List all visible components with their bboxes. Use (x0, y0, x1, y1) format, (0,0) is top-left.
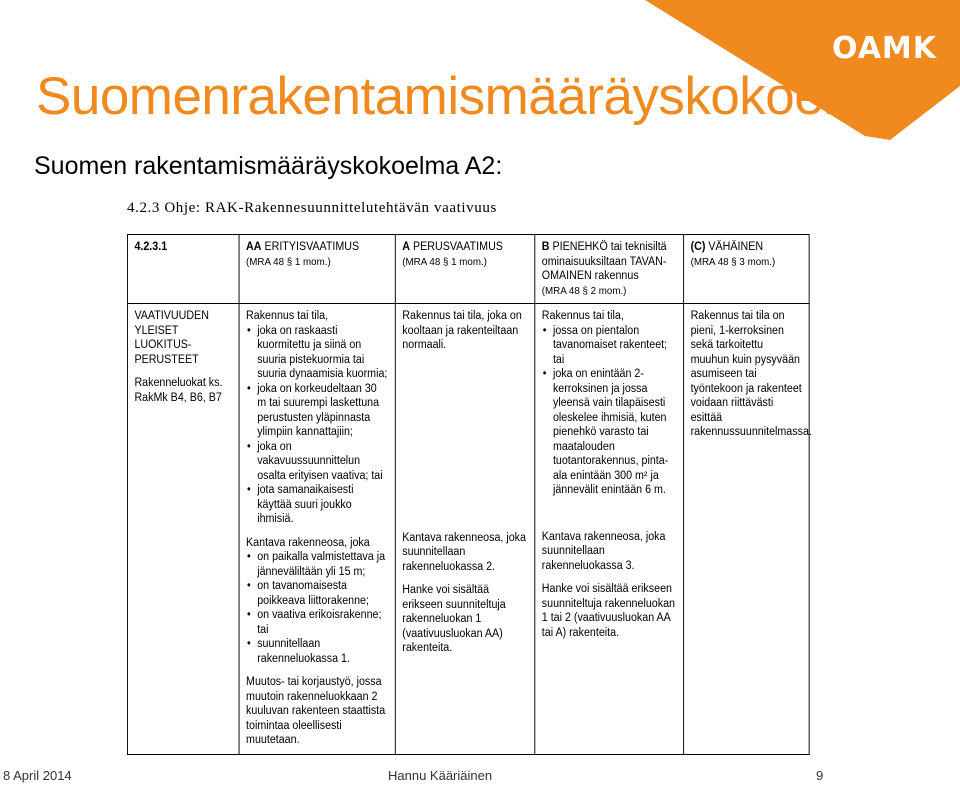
aa-list-2 (246, 550, 388, 666)
aa-list-1 (246, 324, 388, 527)
b-intro-1: Rakennus tai tila, (541, 310, 624, 322)
list-item: • on vaativa erikoisrakenne; tai (257, 608, 388, 637)
slide-title: Suomenrakentamismääräyskokoelma (36, 67, 908, 126)
a-paragraph-3: Hanke voi sisältää erikseen suunniteltuja rakenneluokan 1 (vaativuusluokan AA) rakenteita. (402, 584, 506, 654)
table-body-row (127, 304, 809, 755)
column-header-b: B PIENEHKÖ tai teknisiltä ominaisuuksiltaan TAVAN-OMAINEN rakennus (MRA 48 § 2 mom.) (535, 235, 684, 304)
cell-c (684, 304, 810, 755)
column-header-c: (C) VÄHÄINEN (MRA 48 § 3 mom.) (684, 235, 810, 304)
b-paragraph-2: Kantava rakenneosa, joka suunnitellaan rakenneluokassa 3. (541, 530, 666, 572)
a-paragraph-2: Kantava rakenneosa, joka suunnitellaan rakenneluokassa 2. (402, 531, 526, 573)
list-item: • on paikalla valmistettava ja jänneväliltään yli 15 m; (257, 550, 388, 579)
list-item: • jota samanaikaisesti käyttää suuri joukko ihmisiä. (257, 483, 388, 527)
a-paragraph-1: Rakennus tai tila, joka on kooltaan ja rakenteiltaan normaali. (402, 310, 522, 351)
list-item: • suunnitellaan rakenneluokassa 1. (257, 637, 388, 666)
aa-intro-2: Kantava rakenneosa, joka (246, 536, 370, 549)
b-paragraph-3: Hanke voi sisältää erikseen suunniteltuja rakenneluokan 1 tai 2 (vaativuusluokan AA tai A) rakenteita. (541, 583, 675, 639)
list-item: • joka on raskaasti kuormitettu ja siinä on suuria pistekuormia tai suuria dynaamisia kuormia; (257, 324, 388, 382)
list-item: • joka on vakavuussuunnittelun osalta erityisen vaativa; tai (257, 440, 388, 484)
c-paragraph-1: Rakennus tai tila on pieni, 1-kerroksinen sekä tarkoitettu muuhun kuin pysyvään asumiseen tai työntekoon ja rakenteet voidaan riittävästi esittää rakennussuunnitelmassa. (690, 310, 812, 438)
aa-intro-1: Rakennus tai tila, (246, 310, 329, 322)
column-header-a: A PERUSVAATIMUS (MRA 48 § 1 mom.) (395, 235, 535, 304)
list-item: • joka on enintään 2-kerroksinen ja jossa yleensä vain tilapäisesti oleskelee ihmisiä, kuten pienehkö varasto tai maatalouden tuotantorakennus, pinta-ala enintään 300 m² ja jännevälit enintään 6 m. (553, 367, 677, 498)
list-item: • on tavanomaisesta poikkeava liittorakenne; (257, 579, 388, 608)
column-header-aa: AA ERITYISVAATIMUS (MRA 48 § 1 mom.) (239, 235, 395, 304)
footer-author: Hannu Kääriäinen (388, 768, 493, 783)
requirements-table (127, 234, 810, 755)
oamk-logo: OAMK (832, 31, 938, 66)
slide-subtitle: Suomen rakentamismääräyskokoelma A2: (34, 152, 503, 180)
document-heading: 4.2.3 Ohje: RAK-Rakennesuunnittelutehtävän vaativuus (127, 200, 497, 216)
aa-paragraph-3: Muutos- tai korjaustyö, jossa muutoin rakenneluokkaan 2 kuuluvan rakenteen staattista toimintaa oleellisesti muutetaan. (246, 676, 386, 746)
b-list-1 (542, 324, 677, 498)
structure-classes-label: Rakenneluokat ks. RakMk B4, B6, B7 (134, 377, 223, 404)
cell-aa (239, 304, 395, 755)
table-corner-cell: 4.2.3.1 (127, 235, 239, 304)
table-header-row (127, 235, 809, 304)
cell-a (395, 304, 535, 755)
criteria-label: VAATIVUUDEN YLEISET LUOKITUS-PERUSTEET (134, 310, 209, 366)
cell-b (535, 304, 684, 755)
list-item: • jossa on pientalon tavanomaiset rakenteet; tai (553, 324, 677, 368)
row-header-cell (127, 304, 239, 755)
list-item: • joka on korkeudeltaan 30 m tai suurempi laskettuna perustusten yläpinnasta ylimpiin kannattajiin; (257, 382, 388, 440)
footer-page-number: 9 (816, 768, 824, 783)
footer-date: 8 April 2014 (3, 768, 72, 783)
